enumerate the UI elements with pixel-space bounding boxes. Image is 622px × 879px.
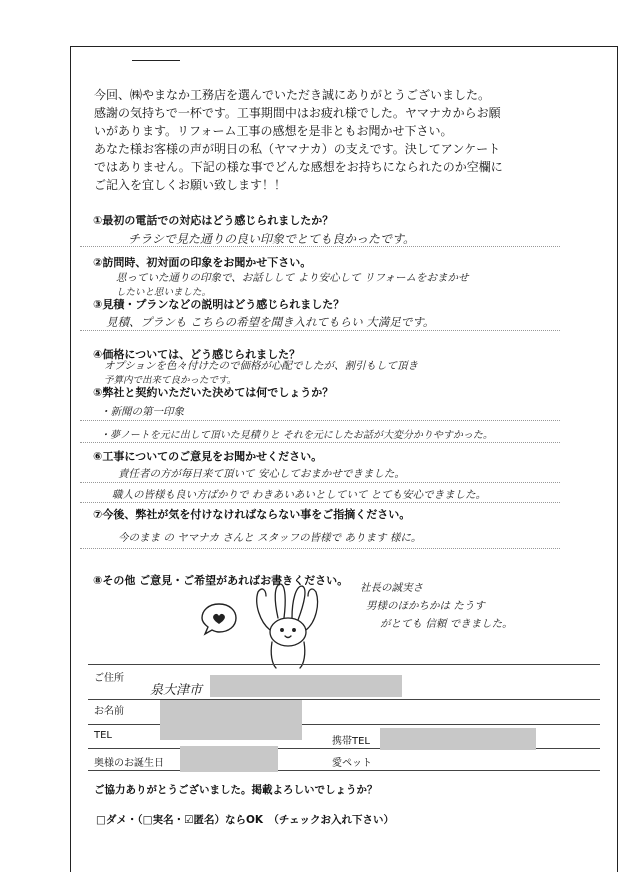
- answer-line: [80, 246, 560, 247]
- answer-4-line-2: 予算内で出来て良かったです。: [104, 375, 237, 386]
- answer-7: 今のまま の ヤマナカ さんと スタッフの皆様で あります 様に。: [118, 532, 422, 544]
- question-3: ③見積・プランなどの説明はどう感じられました？: [93, 298, 345, 311]
- top-dash: [132, 60, 180, 61]
- answer-line: [80, 420, 560, 421]
- birthday-label: 奥様のお誕生日: [94, 758, 164, 769]
- tel-label: TEL: [94, 730, 112, 741]
- answer-1: チラシで見た通りの良い印象でとても良かったです。: [128, 232, 416, 246]
- question-7: ⑦今後、弊社が気を付けなければならない事をご指摘ください。: [93, 508, 411, 521]
- question-1: ①最初の電話での対応はどう感じられましたか？: [93, 214, 334, 227]
- footer-options[interactable]: □ダメ・（□実名・☑匿名）ならOK （チェックお入れ下さい）: [96, 814, 395, 826]
- birthday-row: [88, 748, 600, 771]
- intro-line: あなた様お客様の声が明日の私（ヤマナカ）の支えです。決してアンケート: [94, 142, 501, 156]
- intro-line: いがあります。リフォーム工事の感想を是非ともお聞かせ下さい。: [94, 124, 453, 138]
- answer-2-line-1: 思っていた通りの印象で、お話しして より安心して リフォームをおまかせ: [116, 272, 469, 284]
- answer-5-line-2: ・夢ノートを元に出して頂いた見積りと それを元にしたお話が大変分かりやすかった。: [100, 430, 493, 441]
- speech-bubble-icon: [200, 602, 238, 636]
- answer-6-line-1: 責任者の方が毎日来て頂いて 安心しておまかせできました。: [118, 468, 405, 480]
- comment-line-1: 社長の誠実さ: [360, 582, 423, 594]
- question-2: ②訪問時、初対面の印象をお聞かせ下さい。: [93, 256, 312, 269]
- tel-row: [88, 724, 600, 749]
- address-row: [88, 664, 600, 700]
- intro-text: [94, 86, 594, 194]
- bunny-illustration-icon: [248, 578, 326, 670]
- answer-3: 見積、プランも こちらの希望を聞き入れてもらい 大満足です。: [106, 315, 435, 329]
- question-8: ⑧その他 ご意見・ご希望があればお書きください。: [93, 574, 349, 587]
- answer-6-line-2: 職人の皆様も良い方ばかりで わきあいあいとしていて とても安心できました。: [112, 489, 487, 501]
- comment-line-3: がとても 信頼 できました。: [380, 618, 513, 630]
- intro-line: 感謝の気持ちで一杯です。工事期間中はお疲れ様でした。ヤマナカからお願: [94, 106, 501, 120]
- question-6: ⑥工事についてのご意見をお聞かせください。: [93, 450, 323, 463]
- intro-line: 今回、㈱やまなか工務店を選んでいただき誠にありがとうございました。: [94, 88, 491, 102]
- intro-line: ではありません。下記の様な事でどんな感想をお持ちになられたのか空欄に: [94, 160, 503, 174]
- answer-5-line-1: ・新聞の第一印象: [100, 406, 184, 418]
- answer-line: [80, 502, 560, 503]
- intro-line: ご記入を宜しくお願い致します！！: [94, 178, 287, 192]
- customer-info: [88, 664, 600, 772]
- answer-4-line-1: オプションを色々付けたので価格が心配でしたが、割引もして頂き: [104, 360, 419, 372]
- address-value: 泉大津市: [150, 683, 203, 698]
- mobile-label: 携帯TEL: [332, 736, 370, 747]
- pet-label: 愛ペット: [332, 758, 372, 769]
- redacted-mobile: [380, 728, 536, 750]
- question-4: ④価格については、どう感じられました？: [93, 348, 301, 361]
- question-5: ⑤弊社と契約いただいた決めては何でしょうか？: [93, 386, 334, 399]
- answer-line: [80, 330, 560, 331]
- answer-2-line-2: したいと思いました。: [116, 287, 212, 298]
- address-label: ご住所: [94, 673, 124, 684]
- redacted-birthday: [180, 746, 278, 772]
- answer-line: [80, 548, 560, 549]
- name-label: お名前: [94, 706, 124, 717]
- answer-line: [80, 482, 560, 483]
- redacted-address: [210, 675, 402, 697]
- footer-thanks: ご協力ありがとうございました。掲載よろしいでしょうか？: [94, 784, 378, 796]
- name-row: [88, 698, 600, 725]
- answer-line: [80, 442, 560, 443]
- comment-line-2: 男様のほかちかは たうす: [366, 600, 485, 612]
